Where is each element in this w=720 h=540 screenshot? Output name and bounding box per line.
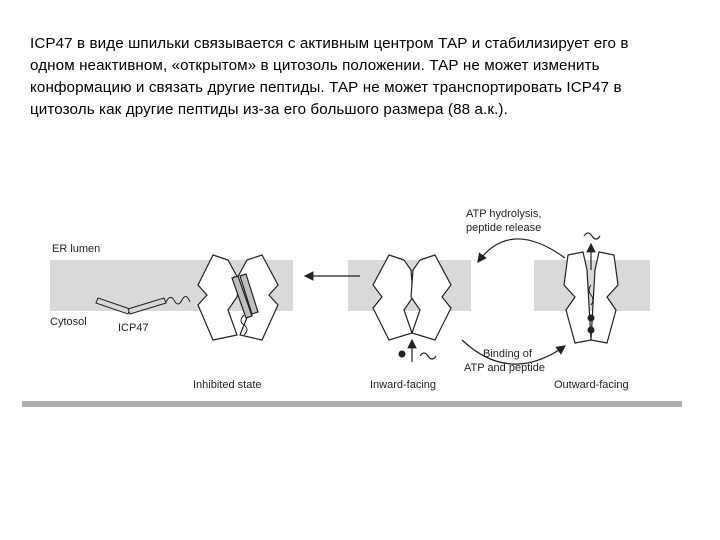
atp-dot bbox=[588, 315, 595, 322]
peptide-release-label: peptide release bbox=[466, 222, 542, 234]
atp-dot bbox=[588, 327, 595, 334]
icp47-label: ICP47 bbox=[118, 322, 149, 334]
er-lumen-label: ER lumen bbox=[52, 243, 101, 255]
atp-and-peptide-label: ATP and peptide bbox=[464, 362, 545, 374]
text-line: цитозоль как другие пептиды из-за его большого размера (88 а.к.). bbox=[30, 101, 508, 118]
binding-of-label: Binding of bbox=[483, 348, 532, 360]
inward-facing-label: Inward-facing bbox=[370, 379, 437, 391]
cytosol-label: Cytosol bbox=[50, 316, 87, 328]
outward-facing-label: Outward-facing bbox=[554, 379, 629, 391]
text-line: конформацию и связать другие пептиды. ТАР не может транспортировать ICP47 в bbox=[30, 79, 622, 96]
text-line: одном неактивном, «открытом» в цитозоль положении. ТАР не может изменить bbox=[30, 57, 600, 74]
peptide-squiggle bbox=[420, 353, 436, 359]
atp-dot bbox=[399, 351, 406, 358]
text-line: ICP47 в виде шпильки связывается с активным центром ТАР и стабилизирует его в bbox=[30, 35, 629, 52]
inhibited-state-label: Inhibited state bbox=[193, 379, 262, 391]
released-peptide bbox=[584, 233, 600, 239]
arrow-hydrolysis bbox=[478, 239, 565, 262]
cropped-caption-strip bbox=[22, 401, 682, 407]
atp-hydrolysis-label: ATP hydrolysis, bbox=[466, 208, 542, 220]
